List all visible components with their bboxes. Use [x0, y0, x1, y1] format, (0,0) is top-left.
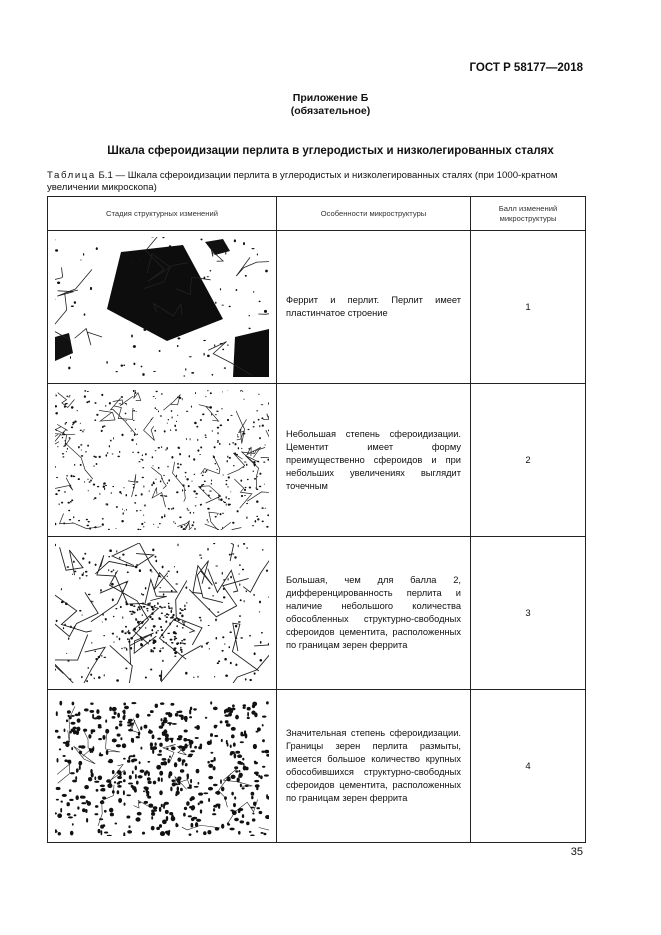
standard-number: ГОСТ Р 58177—2018: [469, 62, 583, 74]
score-cell: 1: [471, 231, 586, 384]
score-cell: 4: [471, 690, 586, 843]
table-row: [48, 690, 586, 843]
description-cell: Значительная степень сфероидизации. Границы зерен перлита размыты, имеется большое количество крупных обособившихся структурно-свободных сфероидов цементита, расположенных по границам зерен феррита: [277, 690, 471, 843]
micrograph-image-1: [55, 237, 269, 377]
description-cell: Большая, чем для балла 2, дифференцированность перлита и наличие небольшого количества обособленных структурно-свободных сфероидов цементита, расположенных по границам зерен феррита: [277, 537, 471, 690]
micrograph-image-3: [55, 543, 269, 683]
caption-text: Б.1 — Шкала сфероидизации перлита в углеродистых и низколегированных сталях (при 1000-кратном увеличении микроскопа): [47, 170, 558, 193]
table-caption: [47, 170, 587, 194]
score-cell: 2: [471, 384, 586, 537]
micrograph-cell: [48, 231, 277, 384]
page-number: 35: [570, 846, 583, 858]
document-title: Шкала сфероидизации перлита в углеродистых и низколегированных сталях: [107, 145, 554, 157]
caption-label: Таблица: [47, 170, 96, 181]
micrograph-cell: [48, 537, 277, 690]
table-row: [48, 537, 586, 690]
header-score: Балл изменений микроструктуры: [471, 197, 586, 231]
annex-title: Приложение Б: [292, 92, 369, 104]
table-row: [48, 231, 586, 384]
header-stage: Стадия структурных изменений: [48, 197, 277, 231]
micrograph-image-2: [55, 390, 269, 530]
table-header-row: [48, 197, 586, 231]
micrograph-cell: [48, 384, 277, 537]
table-row: [48, 384, 586, 537]
annex-heading: [0, 92, 661, 118]
spheroidization-table: [47, 196, 586, 843]
description-cell: Небольшая степень сфероидизации. Цементит имеет форму преимущественно сфероидов и при небольших увеличениях выглядит точечным: [277, 384, 471, 537]
micrograph-image-4: [55, 696, 269, 836]
annex-status: (обязательное): [290, 105, 371, 117]
micrograph-cell: [48, 690, 277, 843]
description-cell: Феррит и перлит. Перлит имеет пластинчатое строение: [277, 231, 471, 384]
header-features: Особенности микроструктуры: [277, 197, 471, 231]
score-cell: 3: [471, 537, 586, 690]
